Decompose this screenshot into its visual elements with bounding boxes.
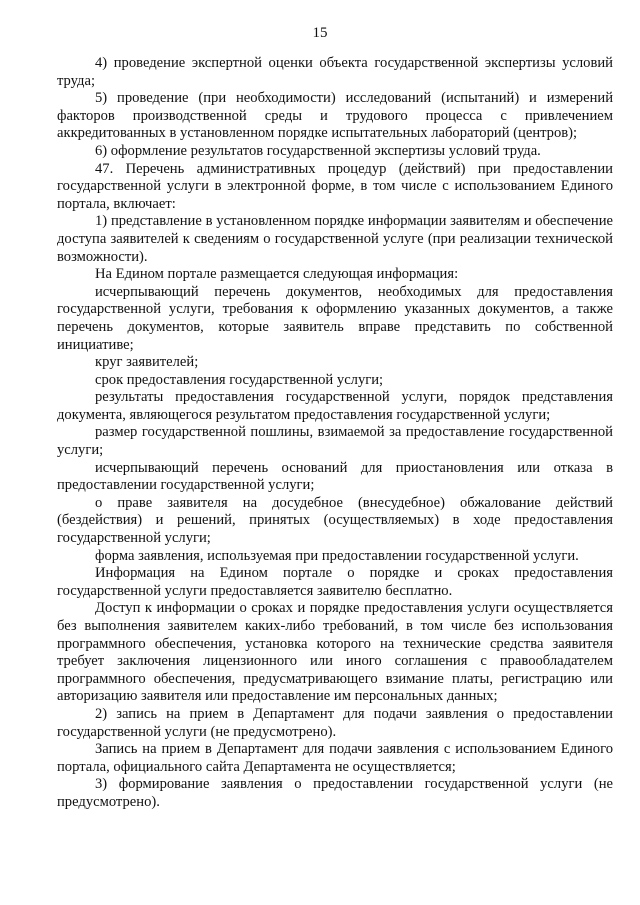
paragraph-access-conditions: Доступ к информации о сроках и порядке предоставления услуги осуществляется без выполнения заявителем каких-либо требований, в том числе без использования программного обеспечения, установка которого на технические средства заявителя требует заключения лицензионного или иного соглашения с правообладателем программного обеспечения, предусматривающего взимание платы, регистрацию или авторизацию заявителя или предоставление им персональных данных;: [57, 600, 613, 705]
paragraph-application-form: форма заявления, используемая при предоставлении государственной услуги.: [95, 547, 579, 564]
page-number: 15: [312, 25, 328, 41]
paragraph-procedure-3: 3) формирование заявления о предоставлении государственной услуги (не предусмотрено).: [57, 776, 613, 810]
paragraph-refusal-grounds: исчерпывающий перечень оснований для приостановления или отказа в предоставлении государственной услуги;: [57, 459, 613, 494]
paragraph-procedure-1: 1) представление в установленном порядке информации заявителям и обеспечение доступа заявителей к сведениям о государственной услуге (при реализации технической возможности).: [57, 213, 613, 265]
paragraph-free-information: Информация на Едином портале о порядке и сроках предоставления государственной услуги предоставляется заявителю бесплатно.: [57, 565, 613, 599]
paragraph-appeal-right: о праве заявителя на досудебное (внесудебное) обжалование действий (бездействия) и решений, принятых (осуществляемых) в ходе предоставления государственной услуги;: [57, 494, 613, 547]
paragraph-item-5: 5) проведение (при необходимости) исследований (испытаний) и измерений факторов производственной среды и трудового процесса с привлечением аккредитованных в установленном порядке испытательных лабораторий (центров);: [57, 90, 613, 142]
page-body: [57, 55, 613, 812]
paragraph-applicants: круг заявителей;: [95, 354, 199, 371]
paragraph-portal-info-heading: На Едином портале размещается следующая информация:: [95, 266, 459, 283]
paragraph-appointment-note: Запись на прием в Департамент для подачи заявления с использованием Единого портала, официального сайта Департамента не осуществляется;: [57, 741, 613, 775]
paragraph-procedure-2: 2) запись на прием в Департамент для подачи заявления о предоставлении государственной услуги (не предусмотрено).: [57, 705, 613, 740]
paragraph-document-list: исчерпывающий перечень документов, необходимых для предоставления государственной услуги, требования к оформлению указанных документов, а также перечень документов, которые заявитель вправе представить по собственной инициативе;: [57, 283, 613, 353]
paragraph-service-results: результаты предоставления государственной услуги, порядок представления документа, являющегося результатом предоставления государственной услуги;: [57, 389, 613, 423]
paragraph-state-fee: размер государственной пошлины, взимаемой за предоставление государственной услуги;: [57, 424, 613, 459]
paragraph-item-4: 4) проведение экспертной оценки объекта государственной экспертизы условий труда;: [57, 55, 613, 89]
paragraph-section-47: 47. Перечень административных процедур (действий) при предоставлении государственной услуги в электронной форме, в том числе с использованием Единого портала, включает:: [57, 160, 613, 212]
paragraph-service-term: срок предоставления государственной услуги;: [95, 371, 384, 388]
paragraph-item-6: 6) оформление результатов государственной экспертизы условий труда.: [95, 142, 541, 159]
